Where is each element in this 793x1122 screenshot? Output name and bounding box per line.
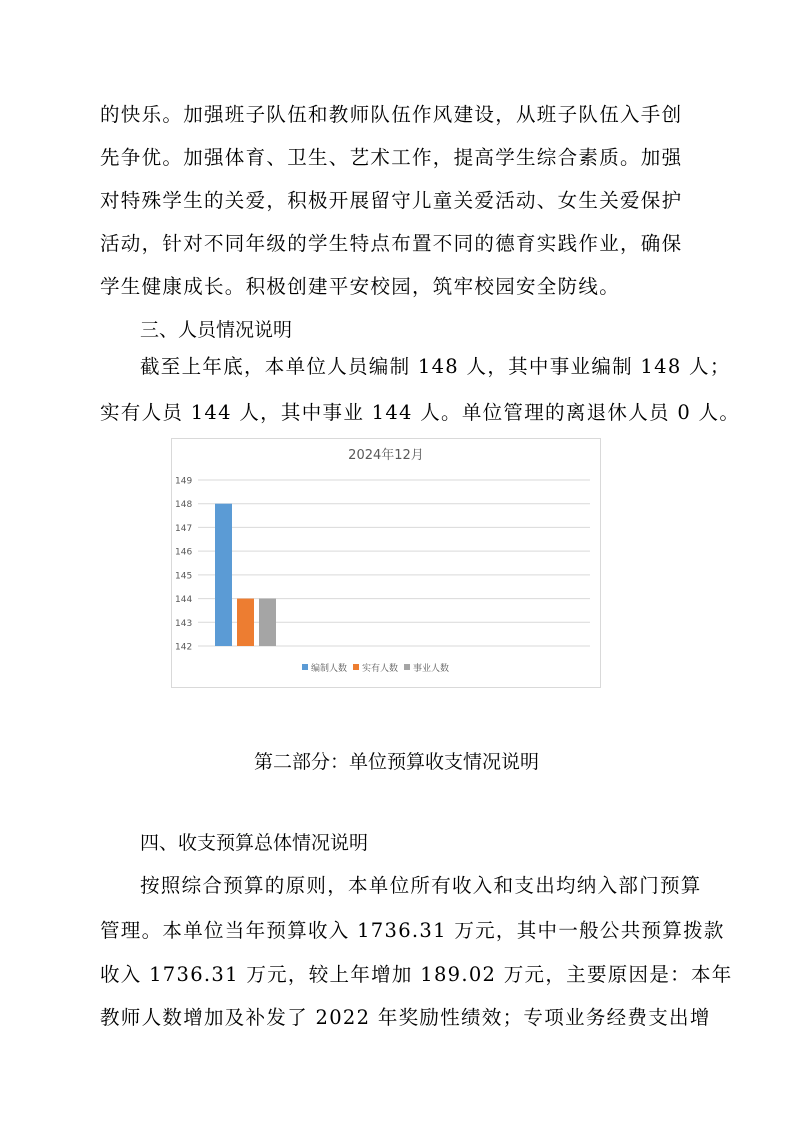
bar-1 [215, 504, 232, 646]
text-line: 教师人数增加及补发了 2022 年奖励性绩效；专项业务经费支出增 [100, 1006, 711, 1029]
text-line: 管理。本单位当年预算收入 1736.31 万元，其中一般公共预算拨款 [100, 919, 725, 942]
y-tick-label: 148 [175, 500, 193, 511]
legend-label: 编制人数 [311, 664, 348, 674]
part-two-title: 第二部分：单位预算收支情况说明 [253, 751, 539, 773]
legend-label: 实有人数 [362, 664, 399, 674]
text-line: 学生健康成长。积极创建平安校园，筑牢校园安全防线。 [100, 275, 621, 298]
section-heading-4: 四、收支预算总体情况说明 [140, 832, 369, 854]
text-line: 截至上年底，本单位人员编制 148 人，其中事业编制 148 人； [140, 355, 731, 378]
text-line: 按照综合预算的原则，本单位所有收入和支出均纳入部门预算 [140, 874, 702, 897]
chart-title: 2024年12月 [348, 448, 424, 463]
text-line: 收入 1736.31 万元，较上年增加 189.02 万元，主要原因是：本年 [100, 963, 733, 986]
text-line: 实有人员 144 人，其中事业 144 人。单位管理的离退休人员 0 人。 [100, 401, 741, 424]
text-line: 对特殊学生的关爱，积极开展留守儿童关爱活动、女生关爱保护 [100, 189, 683, 212]
y-tick-label: 149 [175, 476, 193, 487]
legend-label: 事业人数 [413, 664, 450, 674]
section-heading-3: 三、人员情况说明 [140, 319, 293, 341]
bar-3 [259, 599, 276, 646]
y-tick-label: 147 [175, 523, 193, 534]
bar-2 [237, 599, 254, 646]
y-tick-label: 142 [175, 642, 193, 653]
text-line: 的快乐。加强班子队伍和教师队伍作风建设，从班子队伍入手创 [100, 103, 683, 126]
legend-swatch [353, 664, 359, 670]
y-tick-label: 145 [175, 571, 193, 582]
y-tick-label: 144 [175, 595, 193, 606]
legend-swatch [302, 664, 308, 670]
legend-swatch [404, 664, 410, 670]
y-tick-label: 146 [175, 547, 193, 558]
y-tick-label: 143 [175, 618, 193, 629]
staff-bar-chart [171, 438, 601, 688]
text-line: 活动，针对不同年级的学生特点布置不同的德育实践作业，确保 [100, 232, 683, 255]
text-line: 先争优。加强体育、卫生、艺术工作，提高学生综合素质。加强 [100, 146, 683, 169]
